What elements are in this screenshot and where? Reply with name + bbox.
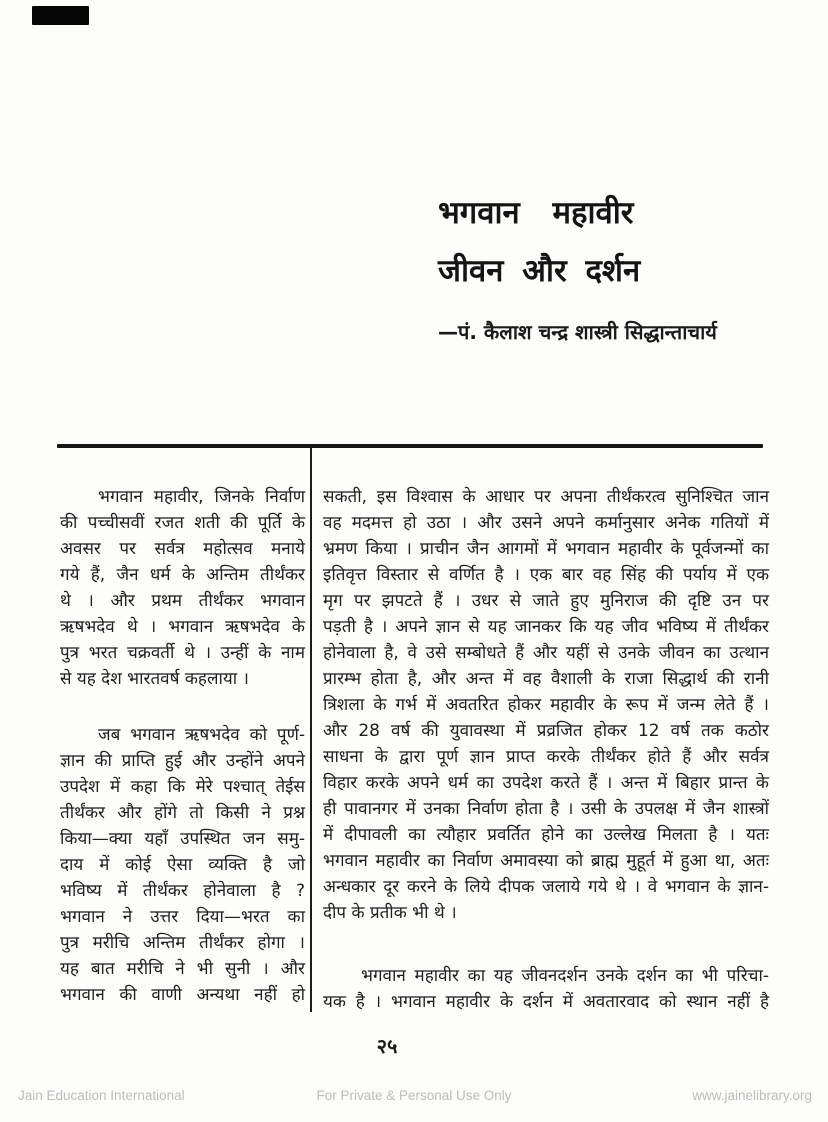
text-line: और 28 वर्ष की युवावस्था में प्रव्रजित होकर 12 वर्ष तक कठोर — [323, 721, 769, 741]
footer-usage-notice: For Private & Personal Use Only — [316, 1088, 512, 1103]
text-line: में दीपावली का त्यौहार प्रवर्तित होने का उल्लेख मिलता है । यतः — [323, 825, 769, 845]
article-title-line-2: जीवन और दर्शन — [438, 253, 641, 289]
text-line: जब भगवान ऋषभदेव को पूर्ण- — [98, 725, 305, 745]
column-divider-rule — [310, 448, 312, 1012]
text-line: से यह देश भारतवर्ष कहलाया । — [60, 669, 249, 689]
text-line: दाय में कोई ऐसा व्यक्ति है जो — [60, 855, 305, 875]
text-line: यक है । भगवान महावीर के दर्शन में अवतारवाद को स्थान नहीं है — [323, 992, 769, 1012]
text-line: सकती, इस विश्वास के आधार पर अपना तीर्थंकरत्व सुनिश्चित जान — [323, 487, 769, 507]
text-line: त्रिशला के गर्भ में अवतरित होकर महावीर के रूप में जन्म लेते हैं । — [323, 695, 769, 715]
footer-website-text: www.jainelibrary.org — [692, 1088, 812, 1103]
text-line: अन्धकार दूर करने के लिये दीपक जलाये गये थे । वे भगवान के ज्ञान- — [323, 877, 769, 897]
text-line: विहार करके अपने धर्म का उपदेश करते हैं । अन्त में बिहार प्रान्त के — [323, 773, 769, 793]
text-line: साधना के द्वारा पूर्ण ज्ञान प्राप्त करके तीर्थंकर होते हैं और सर्वत्र — [323, 747, 769, 767]
left-column-paragraph-1 — [60, 484, 305, 692]
text-line: ही पावानगर में उनका निर्वाण होता है । उसी के उपलक्ष में जैन शास्त्रों — [323, 799, 769, 819]
text-line: भगवान महावीर का यह जीवनदर्शन उनके दर्शन का भी परिचा- — [361, 966, 769, 986]
right-text-column — [323, 484, 769, 1015]
text-line: गये हैं, जैन धर्म के अन्तिम तीर्थंकर — [60, 565, 305, 585]
text-line: मृग पर झपटते हैं । उधर से जाते हुए मुनिराज की दृष्टि उन पर — [323, 591, 769, 611]
text-line: की पच्चीसवीं रजत शती की पूर्ति के — [60, 513, 305, 533]
page-number: २५ — [376, 1034, 398, 1058]
text-line: अवसर पर सर्वत्र महोत्सव मनाये — [60, 539, 305, 559]
scan-artifact-corner-mark — [32, 6, 89, 25]
article-title-line-1: भगवान महावीर — [438, 195, 634, 231]
author-byline: —पं. कैलाश चन्द्र शास्त्री सिद्धान्ताचार्य — [438, 320, 717, 344]
text-line: पुत्र भरत चक्रवर्ती थे । उन्हीं के नाम — [60, 643, 305, 663]
text-line: इतिवृत्त विस्तार से वर्णित है । एक बार वह सिंह की पर्याय में एक — [323, 565, 769, 585]
text-line: तीर्थंकर और होंगे तो किसी ने प्रश्न — [60, 803, 305, 823]
text-line: यह बात मरीचि ने भी सुनी । और — [60, 959, 305, 979]
text-line: भ्रमण किया । प्राचीन जैन आगमों में भगवान महावीर के पूर्वजन्मों का — [323, 539, 769, 559]
footer-publisher-text: Jain Education International — [18, 1088, 185, 1103]
text-line: ज्ञान की प्राप्ति हुई और उन्होंने अपने — [60, 751, 305, 771]
text-line: भगवान की वाणी अन्यथा नहीं हो — [60, 985, 305, 1005]
right-column-paragraph-1 — [323, 484, 769, 926]
text-line: पुत्र मरीचि अन्तिम तीर्थंकर होगा । — [60, 933, 305, 953]
left-text-column — [60, 484, 305, 1008]
text-line: वह मदमत्त हो उठा । और उसने अपने कर्मानुसार अनेक गतियों में — [323, 513, 769, 533]
right-column-paragraph-2 — [323, 963, 769, 1015]
horizontal-section-rule — [57, 444, 763, 448]
text-line: प्रारम्भ होता है, और अन्त में वह वैशाली के राजा सिद्धार्थ की रानी — [323, 669, 769, 689]
text-line: भगवान महावीर का निर्वाण अमावस्या को ब्राह्म मुहूर्त में हुआ था, अतः — [323, 851, 769, 871]
text-line: किया—क्या यहाँ उपस्थित जन समु- — [60, 829, 305, 849]
text-line: भविष्य में तीर्थंकर होनेवाला है ? — [60, 881, 305, 901]
text-line: पड़ती है । अपने ज्ञान से यह जानकर कि यह जीव भविष्य में तीर्थंकर — [323, 617, 769, 637]
text-line: भगवान ने उत्तर दिया—भरत का — [60, 907, 305, 927]
library-footer — [0, 1088, 828, 1108]
text-line: भगवान महावीर, जिनके निर्वाण — [98, 487, 305, 507]
text-line: होनेवाला है, वे उसे सम्बोधते हैं और यहीं से उनके जीवन का उत्थान — [323, 643, 769, 663]
article-title-block — [438, 194, 798, 345]
text-line: उपदेश में कहा कि मेरे पश्चात् तेईस — [60, 777, 305, 797]
text-line: ऋषभदेव थे । भगवान ऋषभदेव के — [60, 617, 305, 637]
left-column-paragraph-2 — [60, 722, 305, 1008]
text-line: थे । और प्रथम तीर्थंकर भगवान — [60, 591, 305, 611]
text-line: दीप के प्रतीक भी थे । — [323, 903, 457, 923]
